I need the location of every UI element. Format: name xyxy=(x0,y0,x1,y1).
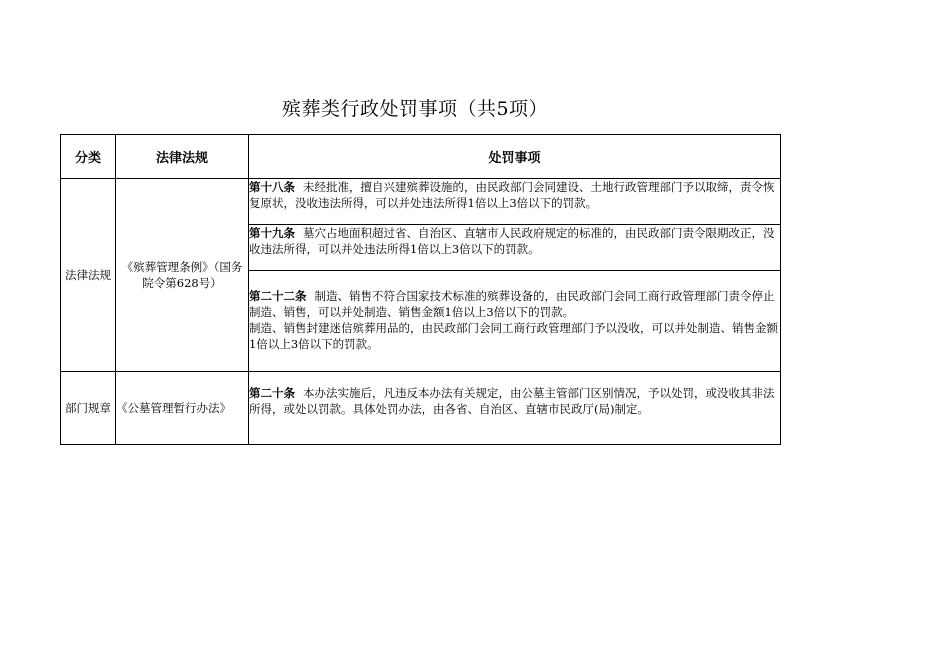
table-row xyxy=(61,179,781,225)
article-number: 第二十二条 xyxy=(249,289,307,303)
article-text: 未经批准，擅自兴建殡葬设施的，由民政部门会同建设、土地行政管理部门予以取缔，责令恢复原状，没收违法所得，可以并处违法所得1倍以上3倍以下的罚款。 xyxy=(249,180,775,210)
article-text: 制造、销售不符合国家技术标准的殡葬设备的，由民政部门会同工商行政管理部门责令停止制造、销售，可以并处制造、销售金额1倍以上3倍以下的罚款。 xyxy=(249,289,775,319)
table-row xyxy=(61,372,781,445)
penalty-table xyxy=(60,134,781,445)
header-law: 法律法规 xyxy=(116,135,249,179)
article-number: 第十九条 xyxy=(249,226,295,240)
header-row xyxy=(61,135,781,179)
article-number: 第十八条 xyxy=(249,180,295,194)
law-cell: 《公墓管理暂行办法》 xyxy=(116,372,249,445)
header-category: 分类 xyxy=(61,135,116,179)
page-title: 殡葬类行政处罚事项（共5项） xyxy=(281,98,549,120)
penalty-item-cell xyxy=(249,372,781,445)
article-text-continued: 制造、销售封建迷信殡葬用品的，由民政部门会同工商行政管理部门予以没收，可以并处制造、销售金额1倍以上3倍以下的罚款。 xyxy=(249,321,778,351)
article-number: 第二十条 xyxy=(249,386,295,400)
penalty-item-cell xyxy=(249,225,781,271)
header-item: 处罚事项 xyxy=(249,135,781,179)
penalty-item-cell xyxy=(249,271,781,372)
category-cell: 法律法规 xyxy=(61,179,116,372)
penalty-item-cell xyxy=(249,179,781,225)
article-text: 本办法实施后，凡违反本办法有关规定，由公墓主管部门区别情况，予以处罚，或没收其非法所得，或处以罚款。具体处罚办法，由各省、自治区、直辖市民政厅(局)制定。 xyxy=(249,386,775,416)
law-cell: 《殡葬管理条例》（国务院令第628号） xyxy=(116,179,249,372)
category-cell: 部门规章 xyxy=(61,372,116,445)
article-text: 墓穴占地面积超过省、自治区、直辖市人民政府规定的标准的，由民政部门责令限期改正，没收违法所得，可以并处违法所得1倍以上3倍以下的罚款。 xyxy=(249,226,775,256)
